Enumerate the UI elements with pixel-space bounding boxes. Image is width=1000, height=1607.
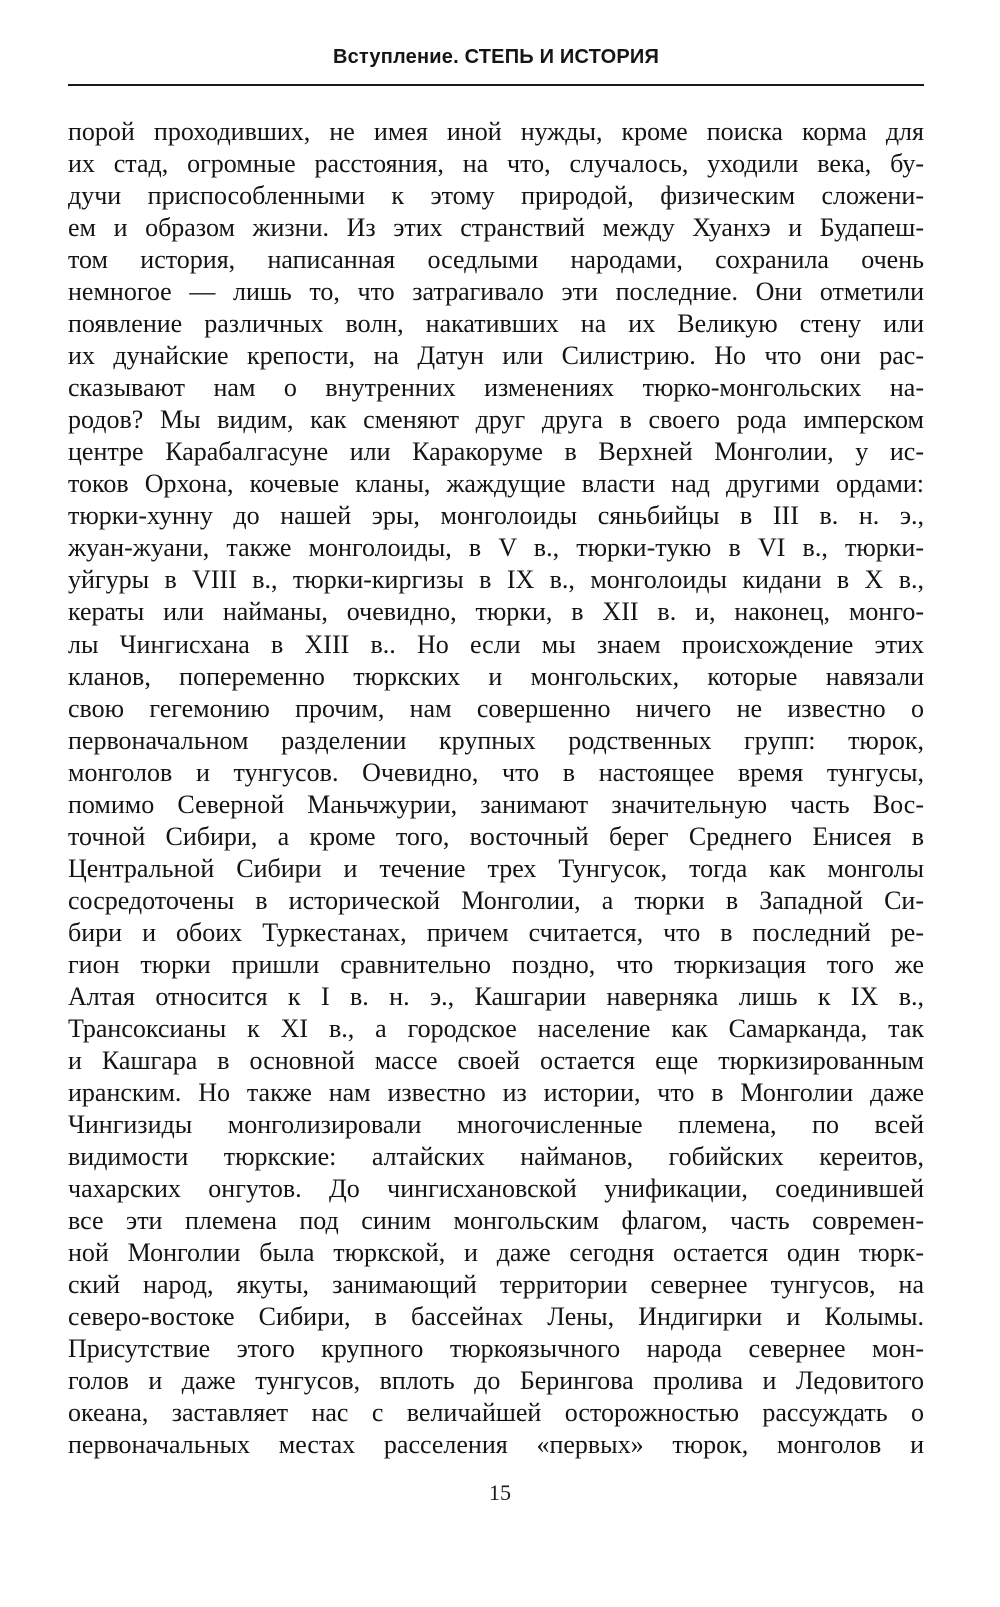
text-line: сказывают нам о внутренних изменениях тюрко-монгольских на- xyxy=(68,373,924,403)
text-line: лы Чингисхана в XIII в.. Но если мы знаем происхождение этих xyxy=(68,629,924,659)
text-line: Чингизиды монголизировали многочисленные племена, по всей xyxy=(68,1109,924,1139)
text-line: порой проходивших, не имея иной нужды, кроме поиска корма для xyxy=(68,117,924,146)
text-line: все эти племена под синим монгольским флагом, часть современ- xyxy=(68,1206,924,1236)
text-line: кланов, попеременно тюркских и монгольских, которые навязали xyxy=(68,661,924,691)
text-line: том история, написанная оседлыми народами, сохранила очень xyxy=(68,245,924,275)
text-line: центре Карабалгасуне или Каракоруме в Верхней Монголии, у ис- xyxy=(68,437,924,467)
text-line: бири и обоих Туркестанах, причем считается, что в последний ре- xyxy=(68,917,924,947)
body-text xyxy=(68,116,924,1461)
text-line: сосредоточены в исторической Монголии, а тюрки в Западной Си- xyxy=(68,885,924,915)
text-line: монголов и тунгусов. Очевидно, что в настоящее время тунгусы, xyxy=(68,757,924,787)
text-line: иранским. Но также нам известно из истории, что в Монголии даже xyxy=(68,1077,924,1107)
page-number: 15 xyxy=(489,1480,511,1505)
text-line: и Кашгара в основной массе своей остается еще тюркизированным xyxy=(68,1045,924,1075)
text-line: тюрки-хунну до нашей эры, монголоиды сяньбийцы в III в. н. э., xyxy=(68,501,924,531)
text-line: чахарских онгутов. До чингисхановской унификации, соединившей xyxy=(68,1174,924,1204)
text-line: видимости тюркские: алтайских найманов, гобийских кереитов, xyxy=(68,1142,924,1171)
text-line: кераты или найманы, очевидно, тюрки, в XII в. и, наконец, монго- xyxy=(68,597,924,627)
text-line: ем и образом жизни. Из этих странствий между Хуанхэ и Будапеш- xyxy=(68,213,924,243)
text-line: ский народ, якуты, занимающий территории севернее тунгусов, на xyxy=(68,1270,924,1300)
text-line: помимо Северной Маньчжурии, занимают значительную часть Вос- xyxy=(68,789,924,819)
text-line: океана, заставляет нас с величайшей осторожностью рассуждать о xyxy=(68,1398,924,1428)
running-head: Вступление. СТЕПЬ И ИСТОРИЯ xyxy=(332,46,660,68)
text-line: северо-востоке Сибири, в бассейнах Лены, Индигирки и Колымы. xyxy=(68,1302,924,1332)
text-line: уйгуры в VIII в., тюрки-киргизы в IX в., монголоиды кидани в X в., xyxy=(68,565,924,595)
text-line: дучи приспособленными к этому природой, физическим сложени- xyxy=(68,181,924,211)
text-line: немногое — лишь то, что затрагивало эти последние. Они отметили xyxy=(68,277,924,307)
text-line: свою гегемонию прочим, нам совершенно ничего не известно о xyxy=(68,693,924,723)
header-rule xyxy=(68,84,924,86)
text-line: первоначальном разделении крупных родственных групп: тюрок, xyxy=(68,725,924,755)
text-line: Трансоксианы к XI в., а городское население как Самарканда, так xyxy=(68,1013,924,1043)
text-line: Присутствие этого крупного тюркоязычного народа севернее мон- xyxy=(68,1334,924,1364)
text-line: первоначальных местах расселения «первых» тюрок, монголов и xyxy=(68,1430,924,1460)
text-line: Центральной Сибири и течение трех Тунгусок, тогда как монголы xyxy=(68,853,924,883)
text-line: ной Монголии была тюркской, и даже сегодня остается один тюрк- xyxy=(68,1238,924,1268)
text-line: голов и даже тунгусов, вплоть до Берингова пролива и Ледовитого xyxy=(68,1366,924,1396)
text-line: появление различных волн, накативших на их Великую стену или xyxy=(68,309,924,339)
text-line: точной Сибири, а кроме того, восточный берег Среднего Енисея в xyxy=(68,821,924,851)
text-line: их стад, огромные расстояния, на что, случалось, уходили века, бу- xyxy=(68,149,924,179)
text-line: гион тюрки пришли сравнительно поздно, что тюркизация того же xyxy=(68,949,924,979)
text-line: Алтая относится к I в. н. э., Кашгарии наверняка лишь к IX в., xyxy=(68,981,924,1011)
text-line: их дунайские крепости, на Датун или Силистрию. Но что они рас- xyxy=(68,341,924,371)
text-line: жуан-жуани, также монголоиды, в V в., тюрки-тукю в VI в., тюрки- xyxy=(68,533,924,563)
text-line: токов Орхона, кочевые кланы, жаждущие власти над другими ордами: xyxy=(68,469,924,499)
text-line: родов? Мы видим, как сменяют друг друга в своего рода имперском xyxy=(68,405,924,435)
